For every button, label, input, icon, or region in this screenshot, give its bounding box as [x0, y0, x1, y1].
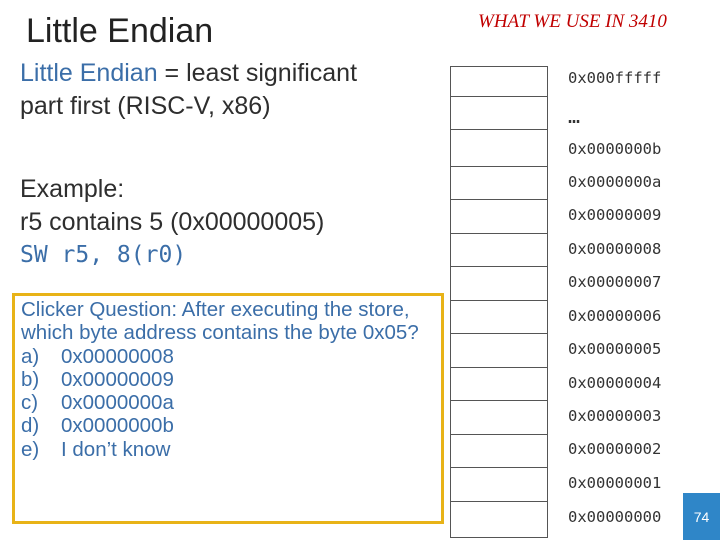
address-ellipsis: … [568, 104, 581, 128]
option-key: b) [21, 367, 40, 391]
clicker-option [21, 368, 435, 391]
address-label: 0x00000002 [568, 440, 662, 458]
address-label: 0x0000000a [568, 173, 662, 191]
memory-cell [451, 266, 547, 267]
option-key: d) [21, 414, 40, 438]
option-text: 0x00000009 [61, 367, 174, 391]
option-text: 0x0000000b [61, 414, 174, 438]
address-label: 0x00000006 [568, 307, 662, 325]
option-key: e) [21, 437, 40, 461]
intro-line-2: part first (RISC-V, x86) [20, 92, 271, 120]
clicker-option [21, 345, 435, 368]
slide-number: 74 [683, 493, 720, 540]
clicker-question-box [12, 293, 444, 524]
memory-cell [451, 96, 547, 97]
memory-cell [451, 434, 547, 435]
example-block [20, 173, 324, 272]
memory-cell [451, 233, 547, 234]
intro-text [20, 57, 357, 123]
option-text: I don’t know [61, 437, 171, 461]
memory-cell [451, 300, 547, 301]
course-tag: WHAT WE USE IN 3410 [478, 11, 667, 32]
memory-cell [451, 199, 547, 200]
clicker-question: Clicker Question: After executing the store, which byte address contains the byte 0x05? [21, 298, 419, 345]
address-label: 0x00000003 [568, 407, 662, 425]
memory-cell [451, 166, 547, 167]
memory-cell [451, 501, 547, 502]
clicker-option [21, 391, 435, 414]
slide-title: Little Endian [26, 12, 214, 50]
clicker-option [21, 414, 435, 437]
address-label: 0x00000009 [568, 206, 662, 224]
memory-cell [451, 333, 547, 334]
intro-line-1 [20, 57, 357, 90]
intro-line-1-rest: = least significant [157, 59, 358, 87]
option-text: 0x00000008 [61, 344, 174, 368]
memory-cell [451, 400, 547, 401]
memory-cell [451, 367, 547, 368]
address-label: 0x00000007 [568, 273, 662, 291]
memory-diagram [450, 66, 548, 538]
address-label: 0x00000008 [568, 240, 662, 258]
option-text: 0x0000000a [61, 391, 174, 415]
address-label: 0x00000001 [568, 474, 662, 492]
address-label: 0x000fffff [568, 69, 662, 87]
address-label: 0x0000000b [568, 140, 662, 158]
option-key: c) [21, 391, 39, 415]
address-label: 0x00000000 [568, 508, 662, 526]
intro-highlight: Little Endian [20, 59, 158, 87]
address-label: 0x00000004 [568, 374, 662, 392]
option-key: a) [21, 344, 40, 368]
example-code: SW r5, 8(r0) [20, 242, 187, 268]
clicker-option [21, 438, 435, 461]
example-label: Example: [20, 175, 125, 203]
address-label: 0x00000005 [568, 340, 662, 358]
example-line: r5 contains 5 (0x00000005) [20, 208, 325, 236]
memory-cell [451, 129, 547, 130]
memory-cell [451, 467, 547, 468]
